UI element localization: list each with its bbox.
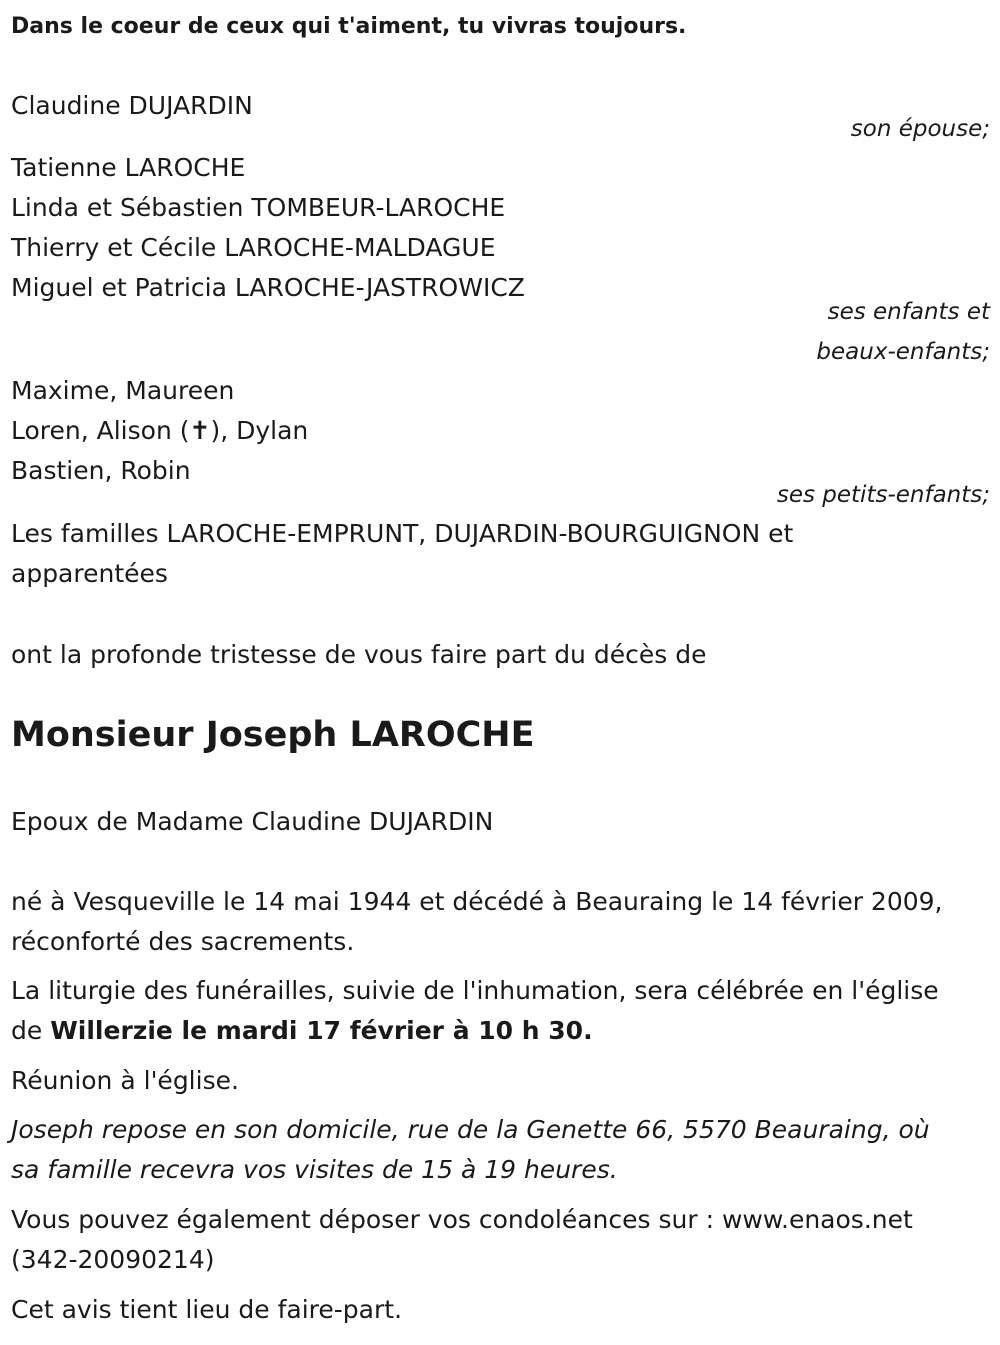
visitation-line1: Joseph repose en son domicile, rue de la Genette 66, 5570 Beauraing, où: [11, 1115, 930, 1144]
birth-death-line1: né à Vesqueville le 14 mai 1944 et décédé à Beauraing le 14 février 2009,: [11, 887, 943, 916]
spouse-name: Claudine DUJARDIN: [11, 91, 253, 120]
condolences-line1: Vous pouvez également déposer vos condoléances sur : www.enaos.net: [11, 1205, 913, 1234]
visitation-line2: sa famille recevra vos visites de 15 à 19 heures.: [11, 1155, 618, 1184]
grandchildren-line1: Maxime, Maureen: [11, 376, 235, 405]
grandchildren-relation: ses petits-enfants;: [776, 482, 990, 508]
child-name: Miguel et Patricia LAROCHE-JASTROWICZ: [11, 273, 525, 302]
birth-death-line2: réconforté des sacrements.: [11, 927, 355, 956]
child-name: Thierry et Cécile LAROCHE-MALDAGUE: [11, 233, 496, 262]
grandchildren-line2: [11, 416, 308, 446]
grandchildren-line3: Bastien, Robin: [11, 456, 191, 485]
families-line1: Les familles LAROCHE-EMPRUNT, DUJARDIN-BOURGUIGNON et: [11, 519, 794, 548]
funeral-line2: [11, 1016, 593, 1046]
families-line2: apparentées: [11, 559, 168, 588]
latin-cross-icon: ✝: [189, 416, 211, 445]
deceased-spouse-note: Epoux de Madame Claudine DUJARDIN: [11, 807, 494, 836]
deceased-name: Monsieur Joseph LAROCHE: [11, 715, 535, 755]
funeral-line2-prefix: de: [11, 1016, 51, 1045]
children-relation-line2: beaux-enfants;: [816, 339, 990, 365]
child-name: Tatienne LAROCHE: [11, 153, 246, 182]
funeral-date-location: Willerzie le mardi 17 février à 10 h 30.: [50, 1016, 593, 1045]
closing-text: Cet avis tient lieu de faire-part.: [11, 1295, 403, 1324]
condolences-reference: (342-20090214): [11, 1245, 215, 1274]
motto: Dans le coeur de ceux qui t'aiment, tu vivras toujours.: [11, 14, 687, 39]
children-relation-line1: ses enfants et: [827, 299, 990, 325]
grandchildren-line2-start: Loren, Alison (: [11, 416, 190, 445]
reunion-text: Réunion à l'église.: [11, 1066, 239, 1095]
spouse-relation: son épouse;: [850, 116, 990, 142]
child-name: Linda et Sébastien TOMBEUR-LAROCHE: [11, 193, 506, 222]
funeral-line1: La liturgie des funérailles, suivie de l'inhumation, sera célébrée en l'église: [11, 976, 939, 1005]
grandchildren-line2-end: ), Dylan: [210, 416, 309, 445]
announcement-text: ont la profonde tristesse de vous faire part du décès de: [11, 640, 707, 669]
